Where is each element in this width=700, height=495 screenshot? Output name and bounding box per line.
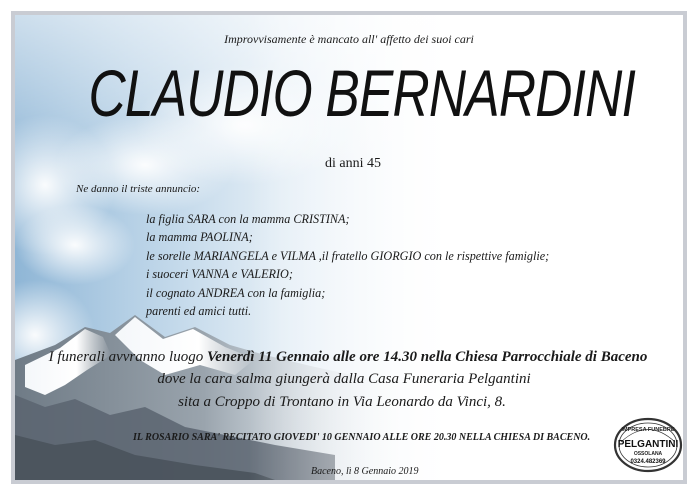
mourner-line: i suoceri VANNA e VALERIO;	[146, 267, 293, 282]
rosary-notice: IL ROSARIO SARA' RECITATO GIOVEDI' 10 GENNAIO ALLE ORE 20.30 NELLA CHIESA DI BACENO.	[133, 431, 591, 443]
mourner-line: la figlia SARA con la mamma CRISTINA;	[146, 212, 350, 226]
announcement-label: Ne danno il triste annuncio:	[76, 183, 201, 195]
funeral-prefix: I funerali avvranno luogo	[48, 349, 207, 365]
stamp-brand: PELGANTINI	[617, 439, 679, 450]
mourner-line: le sorelle MARIANGELA e VILMA ,il fratello GIORGIO con le rispettive famiglie;	[146, 248, 550, 263]
obituary-notice	[11, 11, 687, 484]
stamp-phone: 0324.482369	[630, 459, 666, 465]
place-date: Baceno, lì 8 Gennaio 2019	[311, 466, 419, 477]
mourner-line: il cognato ANDREA con la famiglia;	[146, 285, 326, 300]
funeral-home-stamp	[613, 417, 683, 473]
funeral-line-2: dove la cara salma giungerà dalla Casa Funeraria Pelgantini	[157, 371, 531, 387]
intro-text: Improvvisamente è mancato all' affetto dei suoi cari	[224, 32, 474, 46]
stamp-top-text: IMPRESA FUNEBRE	[621, 427, 675, 433]
funeral-line-3: sita a Croppo di Trontano in Via Leonardo da Vinci, 8.	[178, 394, 506, 410]
age-text: di anni 45	[325, 156, 381, 171]
deceased-name: CLAUDIO BERNARDINI	[88, 56, 636, 130]
mourner-line: parenti ed amici tutti.	[146, 304, 252, 319]
mourner-line: la mamma PAOLINA;	[146, 230, 253, 245]
mourners-list	[146, 210, 549, 320]
stamp-town: OSSOLANA	[633, 451, 663, 457]
funeral-datetime: Venerdì 11 Gennaio alle ore 14.30 nella Chiesa Parrocchiale di Baceno	[206, 349, 648, 365]
funeral-line-1	[14, 349, 682, 366]
